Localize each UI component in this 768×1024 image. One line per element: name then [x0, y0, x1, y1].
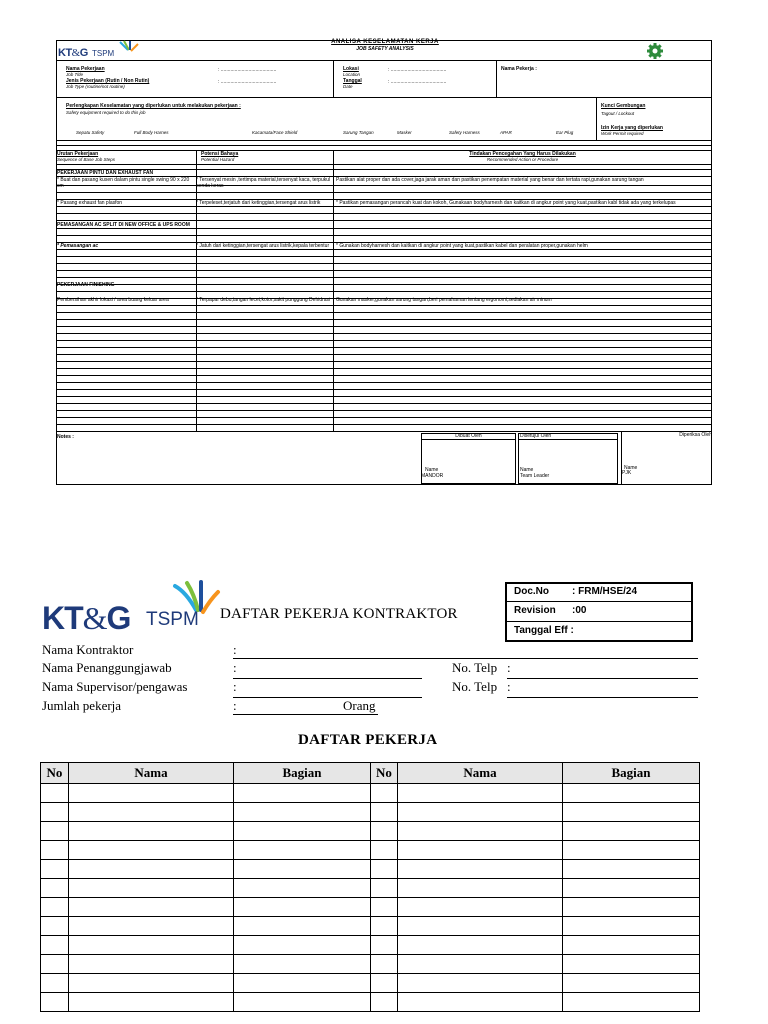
table-cell[interactable] [371, 936, 398, 955]
doc-no-label: Doc.No [514, 586, 549, 597]
grid-line [56, 403, 712, 404]
grid-line [56, 375, 712, 376]
table-cell[interactable] [69, 784, 234, 803]
table-cell[interactable] [41, 974, 69, 993]
table-cell[interactable] [563, 784, 700, 803]
name-label: Name [425, 467, 439, 473]
table-cell[interactable] [69, 860, 234, 879]
jumlah-label: Jumlah pekerja [42, 698, 122, 713]
logo-kt: KT [58, 47, 72, 59]
grid-line [56, 354, 712, 355]
table-cell[interactable] [371, 860, 398, 879]
job-type-label: Jenis Pekerjaan (Rutin / Non Rutin) [66, 78, 150, 84]
col-hazard-label: Potensi Bahaya [201, 151, 239, 157]
supervisor-label: Nama Supervisor/pengawas [42, 679, 188, 694]
location-field[interactable]: : ........................................ [388, 67, 447, 73]
grid-line [56, 361, 712, 362]
table-cell[interactable] [398, 993, 563, 1012]
table-cell[interactable] [234, 993, 371, 1012]
role-team-leader: Team Leader [520, 473, 550, 479]
location-label: Lokasi [343, 66, 359, 72]
pj-colon: : [233, 660, 237, 675]
jumlah-colon: : [233, 698, 237, 713]
table-cell[interactable] [41, 955, 69, 974]
grid-line [56, 347, 712, 348]
hazard-cell: * Tersenyat mesin ,tertimpa material,tersenyat kaca, terpukul benda keras [196, 177, 331, 189]
table-row [41, 879, 700, 898]
table-header-row [41, 763, 700, 784]
table-cell[interactable] [234, 936, 371, 955]
job-type-field[interactable]: : ........................................ [218, 79, 277, 85]
grid-line [56, 410, 712, 411]
logo-tspm: TSPM [92, 49, 115, 58]
table-cell[interactable] [371, 841, 398, 860]
grid-line [56, 312, 712, 313]
equipment-item: Sepatu Safety [76, 130, 105, 135]
date-field[interactable]: : ........................................ [388, 79, 447, 85]
role-pjk: PJK [622, 470, 632, 476]
job-title-field[interactable]: : ........................................ [218, 67, 277, 73]
table-cell[interactable] [398, 860, 563, 879]
table-row [41, 803, 700, 822]
telp-colon: : [507, 679, 511, 694]
table-cell[interactable] [41, 784, 69, 803]
table-cell[interactable] [371, 898, 398, 917]
revision-value: :00 [572, 605, 587, 616]
grid-line [56, 235, 712, 236]
logo-kt: KT [42, 600, 83, 636]
jsa-logo [58, 42, 148, 60]
grid-line [56, 326, 712, 327]
header-nama: Nama [398, 763, 563, 784]
grid-line [56, 319, 712, 320]
table-cell[interactable] [563, 936, 700, 955]
table-cell[interactable] [69, 955, 234, 974]
kontraktor-label: Nama Kontraktor [42, 642, 134, 657]
logo-g: G [79, 47, 88, 59]
name-label: Name [624, 465, 638, 471]
table-row [41, 841, 700, 860]
equipment-item: APAR [500, 130, 512, 135]
action-cell: Pastikan alat proper dan ada cover,jaga jarak aman dan pastikan penempatan material yang benar dan tertata rapi,gunakan sarung tangan [336, 177, 644, 183]
table-cell[interactable] [69, 841, 234, 860]
grid-line [56, 424, 712, 425]
equipment-item: Full Body Harnes [134, 130, 169, 135]
table-cell[interactable] [563, 993, 700, 1012]
table-cell[interactable] [563, 860, 700, 879]
grid-line [56, 368, 712, 369]
table-cell[interactable] [41, 917, 69, 936]
table-cell[interactable] [563, 803, 700, 822]
list-title: DAFTAR PEKERJA [298, 732, 438, 748]
location-sub: Location [343, 72, 361, 77]
table-cell[interactable] [41, 860, 69, 879]
grid-line [56, 340, 712, 341]
equipment-item: Kacamata/Face Shield [252, 130, 298, 135]
table-cell[interactable] [398, 898, 563, 917]
equipment-item: Sarung Tangan [343, 130, 374, 135]
gear-icon [643, 42, 667, 60]
table-cell[interactable] [234, 803, 371, 822]
table-cell[interactable] [371, 803, 398, 822]
col-step-label: Urutan Pekerjaan [57, 151, 99, 157]
lockout-sub: Tagout / Lockout [601, 111, 635, 116]
table-cell[interactable] [69, 993, 234, 1012]
table-cell[interactable] [69, 879, 234, 898]
table-cell[interactable] [371, 822, 398, 841]
equipment-sub: Safety equipment required to do this job [66, 110, 146, 115]
table-cell[interactable] [563, 841, 700, 860]
col-hazard-sub: Potential Hazard [201, 157, 235, 162]
step-cell: Pembersihan akhir lokasi / area buang keluar area [57, 297, 169, 303]
action-cell: * Pastikan pemasangan perancah kuat dan kokoh, Gunakaan bodyharnesh dan kaitkan di angkur point yang kuat,pastikan kabl tidak ada yang terkelupas [336, 200, 676, 206]
header-no: No [41, 763, 69, 784]
table-cell[interactable] [69, 974, 234, 993]
logo-swoosh-icon [118, 40, 140, 58]
table-row [41, 993, 700, 1012]
equipment-item: Safety Harness [449, 130, 480, 135]
grid-line [56, 256, 712, 257]
table-cell[interactable] [234, 860, 371, 879]
table-cell[interactable] [41, 803, 69, 822]
table-cell[interactable] [371, 974, 398, 993]
table-cell[interactable] [563, 917, 700, 936]
table-cell[interactable] [41, 936, 69, 955]
checked-by-label: Diperiksa Oleh [679, 432, 712, 438]
grid-line [56, 206, 712, 207]
pj-label: Nama Penanggungjawab [42, 660, 172, 675]
table-cell[interactable] [398, 879, 563, 898]
header-bagian: Bagian [234, 763, 371, 784]
grid-line [56, 228, 712, 229]
hazard-cell: * Jatuh dari ketinggian,tersengat arus listrik,kepala terbentur [196, 243, 330, 249]
table-cell[interactable] [398, 974, 563, 993]
approved-by-label: Disetujui Oleh [520, 433, 552, 439]
dpk-title: DAFTAR PEKERJA KONTRAKTOR [220, 606, 458, 622]
table-cell[interactable] [563, 822, 700, 841]
grid-line [56, 249, 712, 250]
table-cell[interactable] [234, 974, 371, 993]
jsa-title: ANALISA KESELAMATAN KERJA [331, 39, 439, 45]
grid-line [56, 220, 712, 221]
logo-tspm: TSPM [146, 609, 199, 630]
action-cell: Gunakan masker,gunakan sarung tangan,beri pemahaman tentang ergonomi,sediakan air minum [336, 297, 552, 303]
table-cell[interactable] [398, 917, 563, 936]
table-cell[interactable] [69, 822, 234, 841]
lockout-label: Kunci Gembungan [601, 103, 646, 109]
table-row [41, 974, 700, 993]
table-cell[interactable] [69, 803, 234, 822]
table-cell[interactable] [563, 955, 700, 974]
table-cell[interactable] [41, 841, 69, 860]
table-row [41, 784, 700, 803]
kontraktor-colon: : [233, 642, 237, 657]
table-cell[interactable] [398, 803, 563, 822]
jumlah-input[interactable] [233, 714, 378, 715]
table-cell[interactable] [371, 917, 398, 936]
step-cell: * Buat dan pasang kusen dalam pintu single swing 90 x 220 cm [57, 177, 190, 189]
job-type-sub: Job Type (routine/not routine) [66, 84, 125, 89]
table-cell[interactable] [398, 841, 563, 860]
grid-line [56, 291, 712, 292]
date-eff-label: Tanggal Eff : [514, 625, 574, 636]
table-cell[interactable] [234, 879, 371, 898]
table-cell[interactable] [398, 936, 563, 955]
signoff-checked-box[interactable] [621, 432, 712, 485]
step-cell: * Pemasangan ac [57, 243, 99, 249]
col-step-sub: Sequence of Base Job Steps [57, 157, 116, 162]
dpk-logo [42, 580, 222, 636]
date-sub: Date [343, 84, 353, 89]
table-row [41, 917, 700, 936]
made-by-label: Dibuat Oleh [455, 433, 482, 439]
job-title-sub: Job Title [66, 72, 83, 77]
table-cell[interactable] [234, 841, 371, 860]
table-cell[interactable] [563, 898, 700, 917]
grid-line [56, 164, 712, 165]
pj-input[interactable] [233, 678, 422, 679]
action-cell: * Gunakan bodyharnesh dan kaitkan di angkur point yang kuat,pastikan kabel dan peralatan proper,gunakan helm [336, 243, 588, 249]
table-cell[interactable] [371, 784, 398, 803]
table-cell[interactable] [69, 936, 234, 955]
grid-line [56, 284, 712, 285]
table-cell[interactable] [398, 822, 563, 841]
grid-line [56, 382, 712, 383]
table-cell[interactable] [563, 879, 700, 898]
grid-line [56, 192, 712, 193]
job-title-label: Nama Pekerjaan [66, 66, 105, 72]
unit-label: Orang [343, 698, 376, 713]
table-row [41, 955, 700, 974]
revision-label: Revision [514, 605, 556, 616]
doc-no-value: : FRM/HSE/24 [572, 586, 638, 597]
table-cell[interactable] [371, 993, 398, 1012]
grid-line [56, 305, 712, 306]
col-action-label: Tindakan Pencegahan Yang Harus Dilakukan [469, 151, 576, 157]
table-cell[interactable] [41, 993, 69, 1012]
grid-line [56, 333, 712, 334]
header-no: No [371, 763, 398, 784]
supervisor-input[interactable] [233, 697, 422, 698]
logo-amp: & [71, 47, 80, 59]
equipment-label: Perlengkapan Keselamatan yang diperlukan untuk melakukan pekerjaan : [66, 103, 241, 109]
date-label: Tanggal [343, 78, 362, 84]
table-cell[interactable] [398, 955, 563, 974]
grid-line [56, 270, 712, 271]
worker-name-label: Nama Pekerja : [501, 66, 537, 72]
telp-label: No. Telp [452, 660, 498, 675]
table-cell[interactable] [234, 822, 371, 841]
grid-line [56, 263, 712, 264]
table-cell[interactable] [234, 898, 371, 917]
table-row [41, 822, 700, 841]
table-row [41, 898, 700, 917]
section-title: PEKERJAAN PINTU DAN EXHAUST FAN [57, 170, 154, 176]
col-action-sub: Recommended Action or Procedure [486, 157, 559, 162]
header-bagian: Bagian [563, 763, 700, 784]
table-cell[interactable] [41, 898, 69, 917]
table-cell[interactable] [371, 955, 398, 974]
table-cell[interactable] [41, 879, 69, 898]
worker-table [40, 762, 700, 1012]
section-title: PEMASANGAN AC SPLIT DI NEW OFFICE & UPS ROOM [57, 222, 190, 228]
notes-label: Notes : [57, 434, 74, 440]
logo-g: G [106, 600, 131, 636]
logo-amp: & [82, 600, 107, 636]
table-cell[interactable] [371, 879, 398, 898]
grid-line [56, 417, 712, 418]
grid-line [56, 396, 712, 397]
header-nama: Nama [69, 763, 234, 784]
jsa-subtitle: JOB SAFETY ANALYSIS [356, 46, 414, 52]
telp-supervisor-input[interactable] [507, 697, 698, 698]
permit-label: Izin Kerja yang diperlukan [601, 125, 663, 131]
table-cell[interactable] [398, 784, 563, 803]
table-row [41, 936, 700, 955]
table-cell[interactable] [69, 898, 234, 917]
telp-colon: : [507, 660, 511, 675]
kontraktor-input[interactable] [233, 658, 698, 659]
equipment-item: Masker [397, 130, 412, 135]
table-cell[interactable] [69, 917, 234, 936]
grid-line [56, 389, 712, 390]
table-cell[interactable] [563, 974, 700, 993]
permit-sub: Work Permit required [601, 131, 644, 136]
name-label: Name [520, 467, 534, 473]
equipment-item: Ear Plug [556, 130, 574, 135]
telp-label: No. Telp [452, 679, 498, 694]
grid-line [56, 169, 712, 170]
supervisor-colon: : [233, 679, 237, 694]
table-cell[interactable] [234, 955, 371, 974]
table-row [41, 860, 700, 879]
section-title: PEKERJAAN FINISHING [57, 282, 115, 288]
grid-line [56, 277, 712, 278]
step-cell: * Pasang exhaust fan plasfon [57, 200, 123, 206]
hazard-cell: * Terpapar debu,tangan lecet,kotor,sakit punggung Dehidrasi [196, 297, 331, 303]
table-cell[interactable] [234, 917, 371, 936]
hazard-cell: * Terpeleset,terjatuh dari ketinggian,tersengat arus listrik [196, 200, 321, 206]
role-mandor: MANDOR [421, 473, 444, 479]
telp-pj-input[interactable] [507, 678, 698, 679]
table-cell[interactable] [41, 822, 69, 841]
grid-line [56, 213, 712, 214]
table-cell[interactable] [234, 784, 371, 803]
